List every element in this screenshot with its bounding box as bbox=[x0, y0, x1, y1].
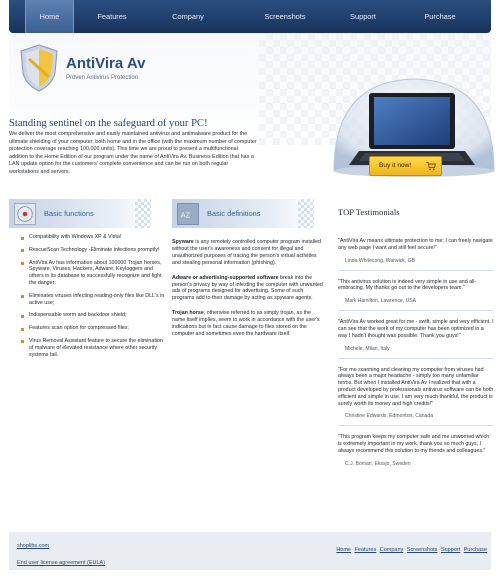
footer-link-company[interactable]: Company bbox=[379, 547, 404, 553]
intro-paragraph: We deliver the most comprehensive and easily maintained antivirus and antimalware product for the ultimate shielding of your computer, both home and in the office (with the maximum number of computer protection coverage reaching 100,000 units). This time we are proud to present a multifunctional addition to the Home Edition of our program under the name of AntiVira Av. Business Edition that has a LAN update option for the customers' complete convenience and can be run on both regular workstations and servers. bbox=[9, 131, 257, 175]
cart-icon bbox=[426, 161, 436, 171]
testimonial-author: Mark Hamilton, Lawrence, USA bbox=[345, 298, 417, 305]
list-item: Compatibility with Windows XP & Vista! bbox=[20, 234, 166, 241]
definition-spyware bbox=[172, 239, 324, 267]
list-item: Virus Removal Assistant feature to secure the elimination of malware of elevated resistance where other security systems fail. bbox=[20, 338, 166, 358]
definition-term: Trojan horse bbox=[172, 310, 204, 317]
testimonial-author: C.J. Boman, Ekssjo, Sweden bbox=[345, 460, 411, 467]
testimonial-quote: "This antivirus solution is indeed very simple in use and all-embracing. My thanks go out to the developers team." bbox=[338, 278, 477, 292]
list-item: Indispensable worm and backdoor shield; bbox=[20, 312, 166, 319]
definition-adware bbox=[172, 275, 324, 303]
list-item: Eliminates viruses infecting reading-only files like DLL's in active use; bbox=[20, 293, 166, 307]
list-item: RescueScan Technology -Eliminate infections promptly! bbox=[20, 247, 166, 254]
footer-link-support[interactable]: Support bbox=[440, 547, 461, 553]
definition-term: Adware or advertising-supported software bbox=[172, 274, 279, 281]
footer-link-purchase[interactable]: Purchase bbox=[463, 547, 487, 553]
definition-term: Spyware bbox=[172, 239, 194, 245]
testimonial-quote: "AntiVira Av means ultimate protection to me; I can freely navigate any web page I want and still feel secure!" bbox=[338, 238, 493, 251]
pixel-decoration bbox=[135, 199, 151, 228]
functions-list bbox=[20, 234, 166, 364]
testimonial-quote: "For me scanning and cleaning my computer from viruses had always been a major headache - simply too many unfamiliar terms. But when I installed AntiVira Av I realized that with a product developed by professionals antivirus software can be both efficient and simple in use. I am very much thankful, the product is surely worth its money and high credits!" bbox=[338, 366, 494, 407]
nav-screenshots[interactable]: Screenshots bbox=[264, 12, 306, 21]
shield-logo-icon bbox=[19, 43, 59, 93]
footer-link-screenshots[interactable]: Screenshots bbox=[406, 547, 438, 553]
list-item: Features scan option for compressed files; bbox=[20, 325, 166, 332]
nav-features[interactable]: Features bbox=[97, 12, 127, 21]
definition-text: break into the person's privacy by way of infesting the computer with unwanted ads of programs designed for advertising. Some of such programs add to their damage by acting as spyware agents. bbox=[172, 274, 323, 302]
list-item: AntiVira Av has information about 100000 Trojan horses, Spyware, Viruses, Hackers, Adware, Keyloggers and others in its database to successfully recognize and fight the danger; bbox=[20, 260, 166, 287]
footer-link-home[interactable]: Home bbox=[336, 547, 351, 553]
definition-trojan bbox=[172, 310, 324, 338]
divider bbox=[338, 270, 494, 271]
divider bbox=[338, 425, 494, 426]
nav-support[interactable]: Support bbox=[350, 12, 376, 21]
buy-now-label: Buy it now! bbox=[379, 162, 412, 169]
brand-tagline: Proven Antivirus Protection bbox=[66, 75, 139, 81]
testimonial-quote: "AntiVira Av worked great for me - swift, simple and very efficient. I can see that the work of my computer has been optimized in a way I hadn't thought was possible. Thank you guys!" bbox=[338, 319, 494, 339]
footer-eula-link[interactable]: End user license agreement (EULA) bbox=[17, 560, 106, 566]
testimonials-title: TOP Testimonials bbox=[338, 207, 400, 217]
az-book-icon bbox=[177, 203, 199, 225]
testimonial-author: Linda Whitecong, Warwick, GB bbox=[345, 257, 416, 264]
testimonial-author: Christine Edwards, Edmonton, Canada bbox=[345, 413, 434, 420]
testimonials-list bbox=[338, 238, 494, 470]
nav-company[interactable]: Company bbox=[172, 12, 204, 21]
buy-now-button[interactable] bbox=[369, 156, 442, 176]
footer-site-link[interactable]: shoplibs.com bbox=[17, 543, 50, 549]
top-navigation bbox=[9, 0, 491, 33]
nav-purchase[interactable]: Purchase bbox=[424, 12, 456, 21]
basic-definitions-header bbox=[172, 199, 314, 228]
cd-disc-icon bbox=[14, 203, 36, 225]
footer bbox=[9, 532, 491, 570]
definition-text: , otherwise referred to as simply trojan, as the name itself implies, seem to work in accordance with the user's indications but in fact cause damage to files stored on the computer and sometimes even the hardware itself. bbox=[172, 310, 320, 337]
svg-text:AZ: AZ bbox=[180, 210, 191, 220]
definitions-block bbox=[172, 239, 324, 346]
brand-name: AntiVira Av bbox=[66, 55, 146, 72]
pixel-decoration bbox=[298, 199, 314, 228]
divider bbox=[338, 358, 494, 359]
basic-functions-header bbox=[9, 199, 151, 228]
testimonial-quote: "This program keeps my computer safe and me unworried which is extremely important in my work, thank you so much guys, I always recommend this solution to my friends and colleagues." bbox=[338, 434, 490, 454]
nav-home[interactable]: Home bbox=[25, 0, 74, 33]
footer-link-features[interactable]: Features bbox=[354, 547, 377, 553]
footer-nav bbox=[334, 547, 487, 553]
basic-definitions-title: Basic definitions bbox=[207, 209, 261, 218]
definition-text: is any remotely controlled computer program installed without the user's awareness and consent for illegal and unauthorized purposes of tracing the person's virtual activities and stealing personal information (phishing). bbox=[172, 239, 321, 266]
intro-heading: Standing sentinel on the safeguard of your PC! bbox=[9, 118, 208, 129]
divider bbox=[338, 310, 494, 311]
testimonial-author: Michele, Milan, Italy bbox=[345, 345, 390, 352]
basic-functions-title: Basic functions bbox=[44, 209, 94, 218]
